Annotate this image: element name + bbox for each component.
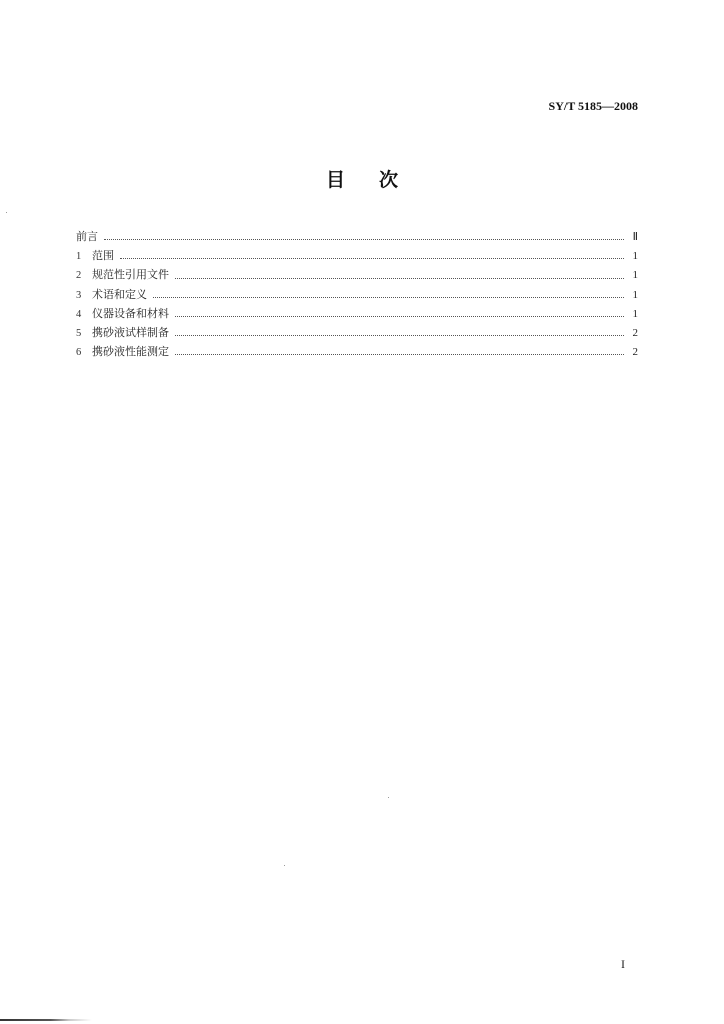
toc-entry-label: 规范性引用文件 (92, 268, 169, 282)
dot-leader (175, 353, 624, 355)
toc-entry-3[interactable] (76, 286, 638, 305)
dot-leader (175, 315, 624, 317)
page-title: 目次 (325, 169, 432, 191)
standard-number: SY/T 5185—2008 (548, 99, 638, 113)
toc-entry-number: 2 (76, 270, 82, 282)
toc-entry-number: 1 (76, 251, 82, 263)
table-of-contents (76, 228, 638, 362)
toc-entry-label: 携砂液试样制备 (92, 325, 169, 339)
scan-speck (388, 797, 389, 798)
toc-entry-label: 范围 (92, 249, 114, 263)
scan-speck (284, 865, 285, 866)
toc-entry-page: 1 (632, 288, 638, 301)
dot-leader (120, 257, 624, 259)
dot-leader (104, 238, 624, 240)
toc-entry-page: 2 (632, 346, 638, 359)
toc-entry-6[interactable] (76, 343, 638, 362)
toc-entry-1[interactable] (76, 247, 638, 266)
toc-entry-page: 1 (632, 269, 638, 282)
toc-entry-page: Ⅱ (632, 231, 638, 243)
dot-leader (175, 334, 624, 336)
toc-entry-2[interactable] (76, 266, 638, 285)
toc-entry-label: 术语和定义 (92, 287, 147, 301)
toc-entry-number: 3 (76, 289, 82, 301)
toc-entry-number: 5 (76, 327, 82, 339)
toc-entry-preface[interactable] (76, 228, 638, 247)
toc-entry-label: 前言 (76, 230, 98, 243)
toc-entry-page: 1 (632, 250, 638, 263)
dot-leader (175, 277, 624, 279)
toc-entry-5[interactable] (76, 324, 638, 343)
toc-entry-page: 2 (632, 326, 638, 339)
page-number: I (621, 957, 625, 971)
scan-speck (6, 212, 7, 213)
scan-edge-artifact (0, 1019, 92, 1021)
toc-entry-number: 4 (76, 308, 82, 320)
dot-leader (153, 296, 624, 298)
toc-entry-label: 仪器设备和材料 (92, 306, 169, 320)
toc-entry-number: 6 (76, 347, 82, 359)
toc-entry-label: 携砂液性能测定 (92, 345, 169, 359)
toc-entry-page: 1 (632, 307, 638, 320)
toc-entry-4[interactable] (76, 305, 638, 324)
